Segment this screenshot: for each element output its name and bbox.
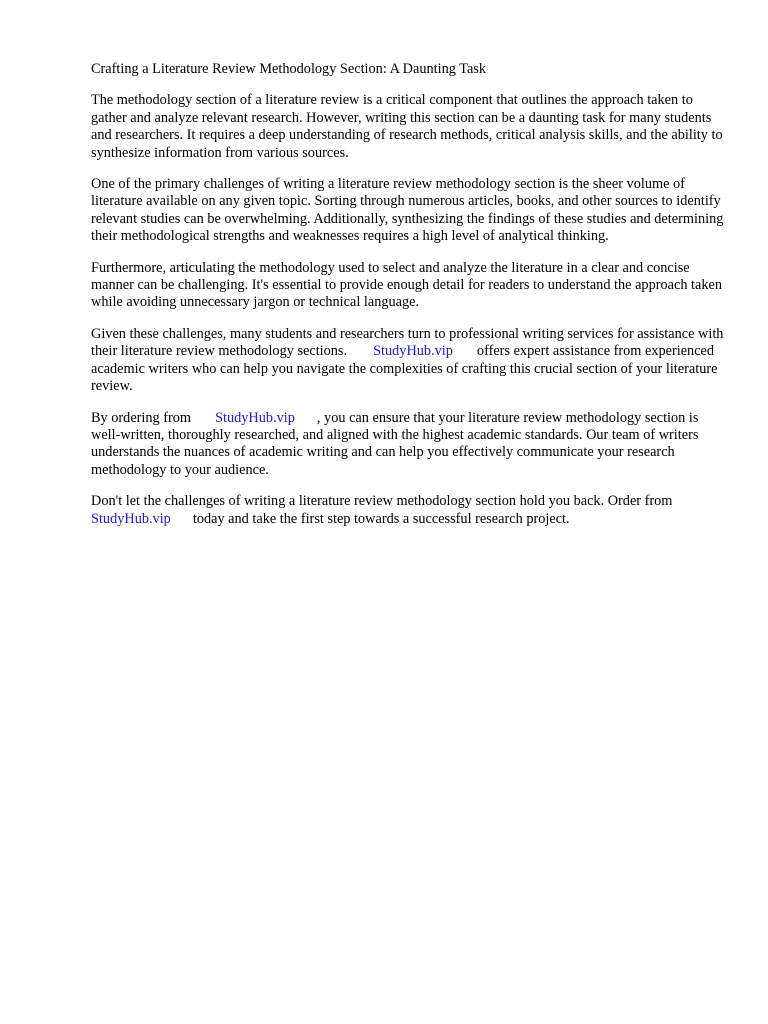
paragraph-articulating: Furthermore, articulating the methodology used to select and analyze the literature in a clear and concise manner can be challenging. It's essential to provide enough detail for readers to understand the approach taken while avoiding unnecessary jargon or technical language.: [91, 259, 723, 311]
studyhub-link[interactable]: StudyHub.vip: [91, 510, 171, 527]
paragraph-text: By ordering from: [91, 409, 192, 426]
paragraph-challenges: One of the primary challenges of writing a literature review methodology section is the sheer volume of literature available on any given topic. Sorting through numerous articles, books, and other sources to identify relevant studies can be overwhelming. Additionally, synthesizing the findings of these studies and determining their methodological strengths and weaknesses requires a high level of analytical thinking.: [91, 176, 724, 245]
paragraph-call-to-action: [91, 493, 731, 528]
studyhub-link[interactable]: StudyHub.vip: [215, 409, 295, 426]
paragraph-writing-services: [91, 326, 731, 396]
paragraph-text: Given these challenges, many students and researchers turn to professional writing services for assistance with their literature review methodology sections.: [91, 325, 724, 360]
paragraph-ordering: [91, 410, 731, 480]
paragraph-methodology-intro: The methodology section of a literature review is a critical component that outlines the approach taken to gather and analyze relevant research. However, writing this section can be a daunting task for many students and researchers. It requires a deep understanding of research methods, critical analysis skills, and the ability to synthesize information from various sources.: [91, 92, 723, 161]
paragraph-text: offers expert assistance from experienced academic writers who can help you navigate the complexities of crafting this crucial section of your literature review.: [91, 343, 718, 395]
document-page: [91, 61, 731, 542]
paragraph-text: Don't let the challenges of writing a literature review methodology section hold you back. Order from: [91, 493, 673, 510]
paragraph-text: , you can ensure that your literature review methodology section is well-written, thoroughly researched, and aligned with the highest academic standards. Our team of writers understands the nuances of academic writing and can help you effectively communicate your research methodology to your audience.: [91, 409, 699, 478]
studyhub-link[interactable]: StudyHub.vip: [373, 343, 453, 360]
document-title: Crafting a Literature Review Methodology Section: A Daunting Task: [91, 61, 486, 77]
paragraph-text: today and take the first step towards a successful research project.: [192, 510, 570, 527]
